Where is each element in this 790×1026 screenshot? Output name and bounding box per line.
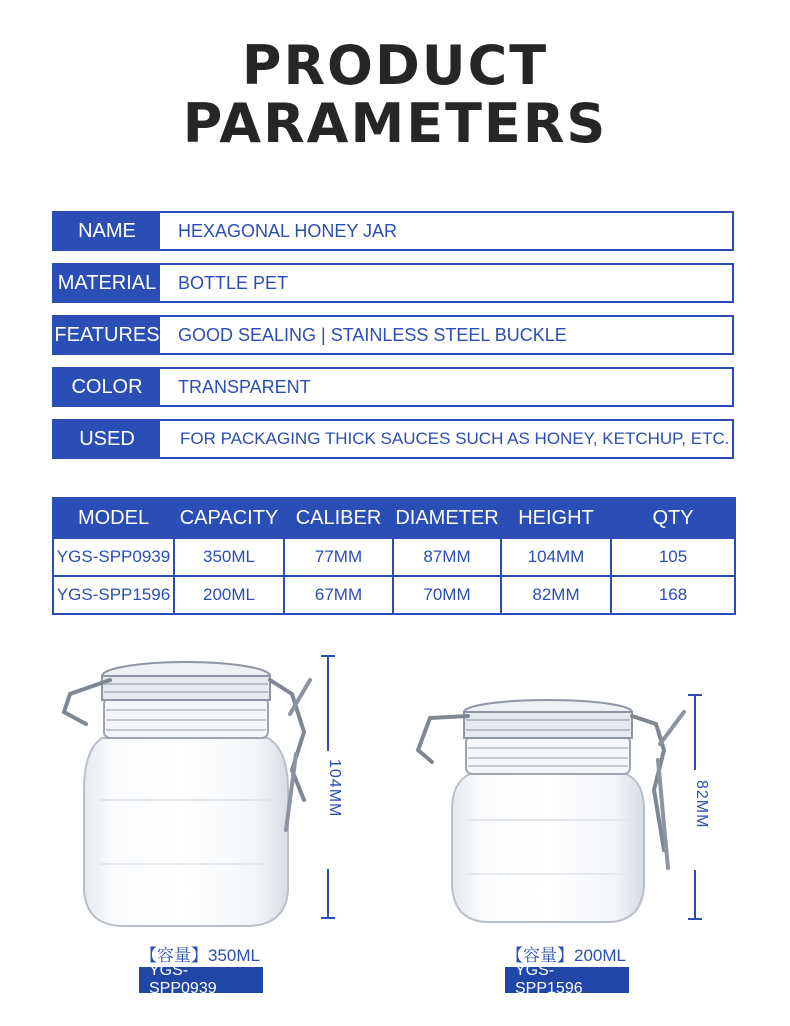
param-value: HEXAGONAL HONEY JAR <box>178 220 398 241</box>
param-label: FEATURES <box>54 317 160 353</box>
param-label: USED <box>54 421 160 457</box>
param-row-name <box>52 211 734 251</box>
column-header: MODEL <box>53 498 174 538</box>
capacity-label-200ml: 【容量】200ML <box>506 946 626 965</box>
param-value: TRANSPARENT <box>178 376 311 397</box>
model-tag-200ml: YGS-SPP1596 <box>505 967 629 993</box>
table-cell: 87MM <box>393 538 501 576</box>
param-value: FOR PACKAGING THICK SAUCES SUCH AS HONEY, KETCHUP, ETC. <box>180 429 730 448</box>
table-cell: YGS-SPP1596 <box>53 576 174 614</box>
table-row <box>53 576 735 614</box>
spec-table <box>52 497 736 615</box>
height-dimension-200ml <box>688 694 710 920</box>
title-line-2: PARAMETERS <box>182 92 608 155</box>
capacity-label-350ml: 【容量】350ML <box>140 946 260 965</box>
table-cell: 104MM <box>501 538 611 576</box>
column-header: CALIBER <box>284 498 393 538</box>
param-row-material <box>52 263 734 303</box>
param-row-used <box>52 419 734 459</box>
column-header: QTY <box>611 498 735 538</box>
table-cell: 70MM <box>393 576 501 614</box>
table-cell: 82MM <box>501 576 611 614</box>
height-label: 104MM <box>326 759 343 818</box>
model-tag-350ml: YGS-SPP0939 <box>139 967 263 993</box>
table-row <box>53 538 735 576</box>
title-line-1: PRODUCT <box>241 34 549 97</box>
param-value: BOTTLE PET <box>178 272 289 293</box>
table-cell: YGS-SPP0939 <box>53 538 174 576</box>
param-value: GOOD SEALING | STAINLESS STEEL BUCKLE <box>178 324 567 345</box>
table-header-row <box>53 498 735 538</box>
table-cell: 168 <box>611 576 735 614</box>
table-cell: 77MM <box>284 538 393 576</box>
height-label: 82MM <box>693 780 710 829</box>
table-cell: 105 <box>611 538 735 576</box>
param-label: COLOR <box>54 369 160 405</box>
param-label: MATERIAL <box>54 265 160 301</box>
table-cell: 67MM <box>284 576 393 614</box>
jar-350ml-image <box>60 650 320 932</box>
column-header: CAPACITY <box>174 498 284 538</box>
table-cell: 350ML <box>174 538 284 576</box>
column-header: DIAMETER <box>393 498 501 538</box>
column-header: HEIGHT <box>501 498 611 538</box>
table-cell: 200ML <box>174 576 284 614</box>
height-dimension-350ml <box>321 655 343 919</box>
param-label: NAME <box>54 213 160 249</box>
jar-200ml-image <box>412 690 692 930</box>
param-row-color <box>52 367 734 407</box>
param-row-features <box>52 315 734 355</box>
